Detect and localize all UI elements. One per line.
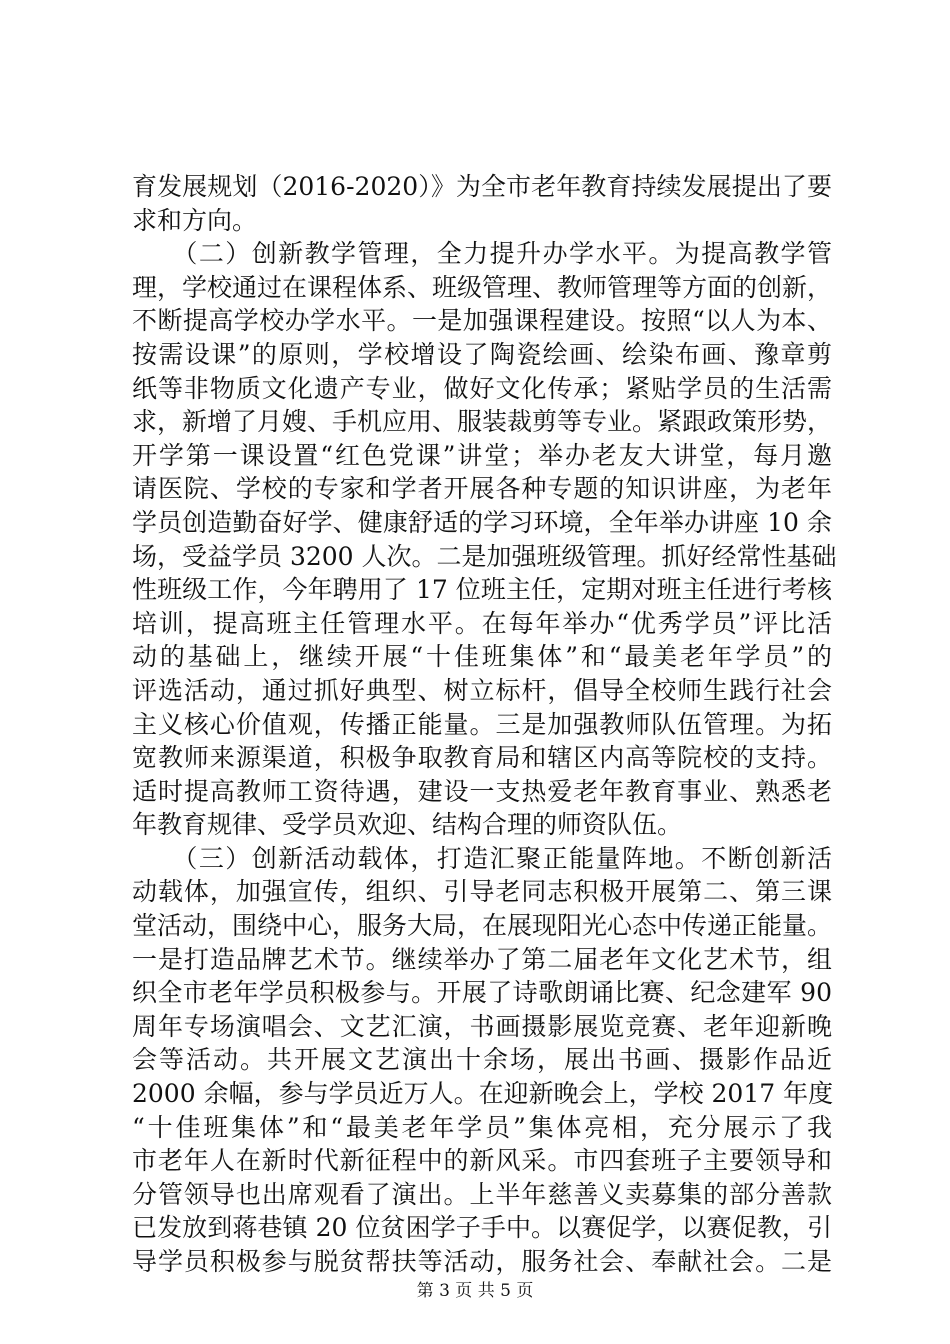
text-line: 织全市老年学员积极参与。开展了诗歌朗诵比赛、纪念建军 90 — [132, 978, 832, 1008]
text-line: 学员创造勤奋好学、健康舒适的学习环境，全年举办讲座 10 余 — [132, 507, 832, 537]
text-line: 导学员积极参与脱贫帮扶等活动，服务社会、奉献社会。二是 — [132, 1247, 832, 1276]
text-line: 理，学校通过在课程体系、班级管理、教师管理等方面的创新， — [132, 272, 833, 302]
text-line: 场，受益学员 3200 人次。二是加强班级管理。抓好经常性基础 — [132, 541, 837, 571]
document-body — [132, 170, 837, 1279]
text-line: 评选活动，通过抓好典型、树立标杆，倡导全校师生践行社会 — [132, 675, 832, 705]
text-line: 主义核心价值观，传播正能量。三是加强教师队伍管理。为拓 — [132, 709, 832, 739]
text-line: 培训，提高班主任管理水平。在每年举办“优秀学员”评比活 — [132, 608, 832, 638]
text-line: 求，新增了月嫂、手机应用、服装裁剪等专业。紧跟政策形势， — [132, 407, 833, 437]
text-line: 动的基础上，继续开展“十佳班集体”和“最美老年学员”的 — [132, 642, 832, 672]
text-line: 按需设课”的原则，学校增设了陶瓷绘画、绘染布画、豫章剪 — [132, 339, 832, 369]
text-line: 市老年人在新时代新征程中的新风采。市四套班子主要领导和 — [132, 1146, 832, 1176]
text-line: 2000 余幅，参与学员近万人。在迎新晚会上，学校 2017 年度 — [132, 1079, 834, 1109]
text-line: 纸等非物质文化遗产专业，做好文化传承；紧贴学员的生活需 — [132, 373, 832, 403]
text-line: 求和方向。 — [132, 205, 258, 235]
text-line: （三）创新活动载体，打造汇聚正能量阵地。不断创新活 — [132, 843, 832, 873]
text-line: 分管领导也出席观看了演出。上半年慈善义卖募集的部分善款 — [132, 1179, 832, 1209]
text-line: 请医院、学校的专家和学者开展各种专题的知识讲座，为老年 — [132, 474, 832, 504]
text-line: 堂活动，围绕中心，服务大局，在展现阳光心态中传递正能量。 — [132, 911, 833, 941]
page-number-footer: 第 3 页 共 5 页 — [416, 1281, 534, 1301]
text-line: 会等活动。共开展文艺演出十余场，展出书画、摄影作品近 — [132, 1045, 832, 1075]
text-line: 性班级工作，今年聘用了 17 位班主任，定期对班主任进行考核 — [132, 575, 832, 605]
text-line: 不断提高学校办学水平。一是加强课程建设。按照“以人为本、 — [132, 306, 832, 336]
text-line: 一是打造品牌艺术节。继续举办了第二届老年文化艺术节，组 — [132, 944, 832, 974]
text-line: （二）创新教学管理，全力提升办学水平。为提高教学管 — [132, 239, 832, 269]
text-line: 已发放到蒋巷镇 20 位贫困学子手中。以赛促学，以赛促教，引 — [132, 1213, 832, 1243]
text-line: 育发展规划（2016-2020）》为全市老年教育持续发展提出了要 — [132, 172, 832, 201]
text-line: “十佳班集体”和“最美老年学员”集体亮相，充分展示了我 — [132, 1112, 832, 1142]
text-line: 周年专场演唱会、文艺汇演，书画摄影展览竞赛、老年迎新晚 — [132, 1011, 832, 1041]
text-line: 动载体，加强宣传，组织、引导老同志积极开展第二、第三课 — [132, 877, 832, 907]
text-line: 适时提高教师工资待遇，建设一支热爱老年教育事业、熟悉老 — [132, 776, 832, 806]
text-line: 年教育规律、受学员欢迎、结构合理的师资队伍。 — [132, 810, 683, 840]
text-line: 宽教师来源渠道，积极争取教育局和辖区内高等院校的支持。 — [132, 743, 832, 773]
text-line: 开学第一课设置“红色党课”讲堂；举办老友大讲堂，每月邀 — [132, 440, 832, 470]
